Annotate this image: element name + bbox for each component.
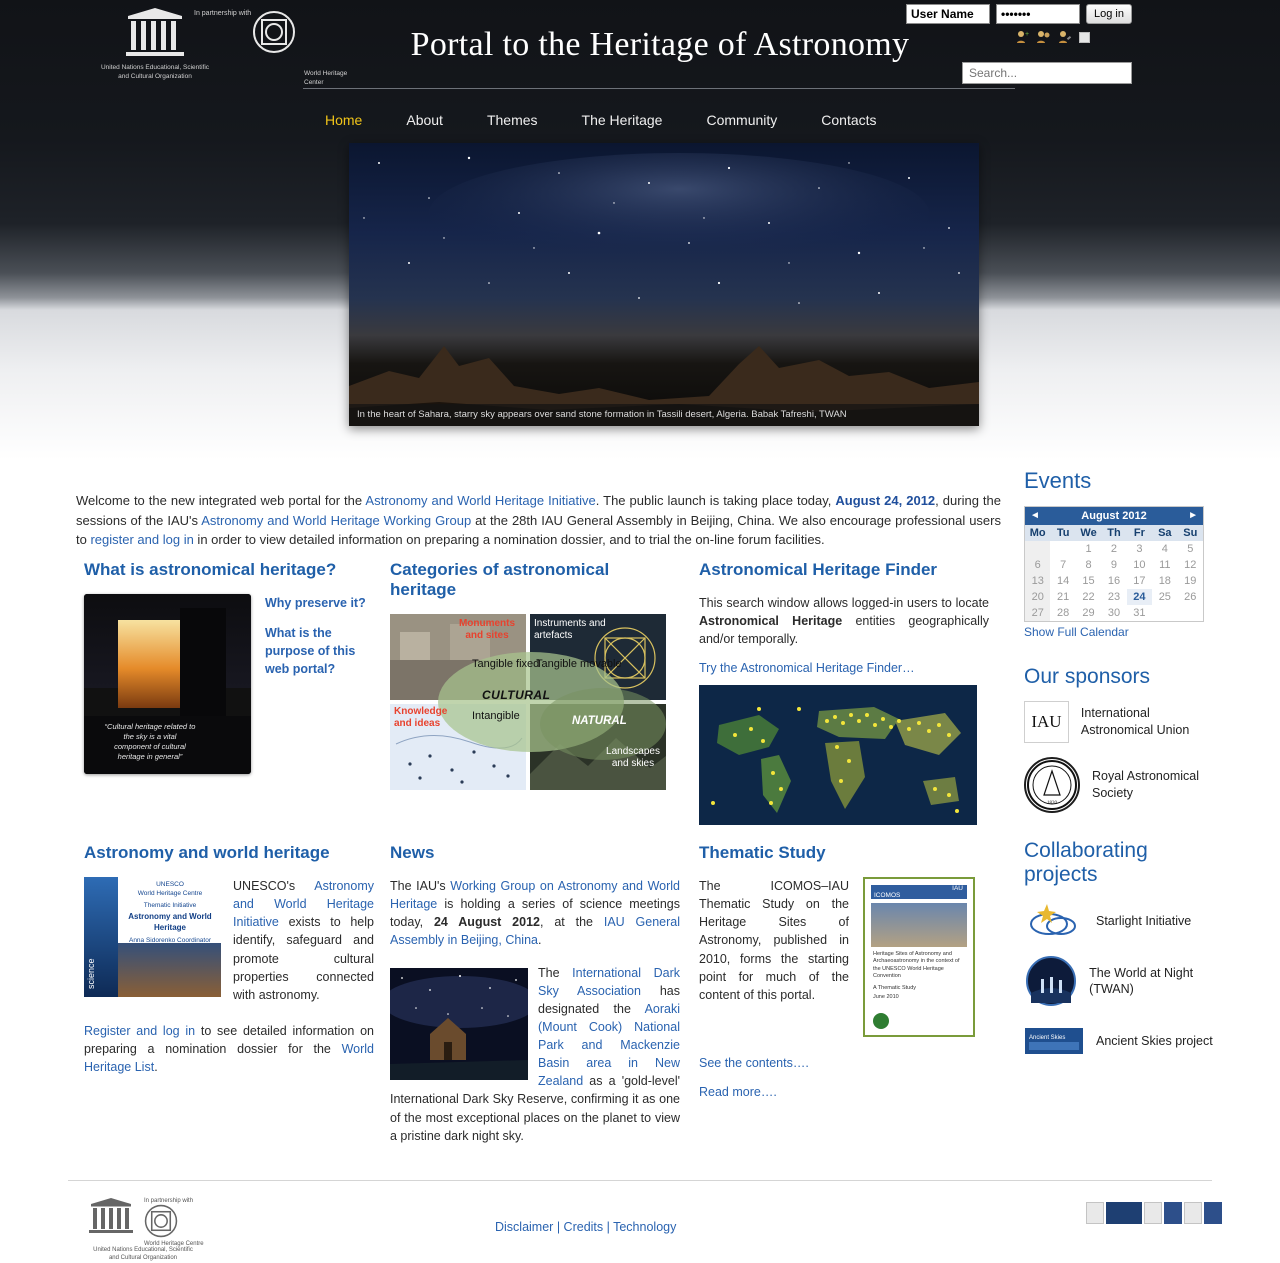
link-purpose-of-portal[interactable]: What is the purpose of this web portal? (265, 626, 356, 677)
calendar-day[interactable]: 31 (1133, 607, 1146, 619)
awh-book-cover[interactable] (84, 877, 221, 997)
calendar-weekday: Sa (1152, 525, 1177, 541)
intro-text-1: Welcome to the new integrated web portal for the (76, 493, 366, 508)
site-footer (0, 1180, 1280, 1260)
link-register-log-in-2[interactable]: Register and log in (84, 1023, 196, 1038)
thematic-description: The ICOMOS–IAU Thematic Study on the Heritage Sites of Astronomy, published in 2010, forms the starting point for much of the content of this portal. (699, 879, 849, 1002)
thematic-study-cover[interactable] (863, 877, 975, 1037)
calendar-day[interactable]: 17 (1133, 575, 1146, 587)
calendar-month-label: August 2012 (1081, 510, 1147, 522)
calendar-day[interactable]: 26 (1184, 591, 1197, 603)
section-title-thematic: Thematic Study (699, 843, 826, 862)
book-side-label: science (86, 958, 96, 989)
intro-text-5: in order to view detailed information on preparing a nomination dossier, and to trial the on-line forum facilities. (193, 532, 825, 547)
link-world-heritage-list[interactable]: World Heritage List (84, 1042, 374, 1075)
calendar-next-arrow[interactable]: ► (1188, 510, 1198, 521)
calendar-weekday-row (1025, 525, 1203, 541)
page-title: Portal to the Heritage of Astronomy (410, 26, 910, 63)
sidebar (1024, 468, 1224, 1079)
section-title-finder: Astronomical Heritage Finder (699, 560, 938, 579)
book-author: Anna Sidorenko Coordinator (128, 936, 212, 944)
calendar-day[interactable]: 14 (1057, 575, 1070, 587)
calendar-day[interactable] (1050, 541, 1075, 557)
twan-logo-icon (1024, 959, 1077, 1003)
awh-text-b: exists to help identify, safeguard and promote cultural properties connected with astronomy. (233, 915, 374, 1002)
link-technology[interactable]: Technology (613, 1220, 677, 1234)
calendar-day[interactable]: 1 (1085, 543, 1092, 555)
unesco-temple-icon (124, 8, 186, 60)
whc-caption: World Heritage Center (304, 70, 348, 86)
header-icon-row[interactable] (1016, 30, 1090, 44)
user-edit-icon[interactable] (1058, 30, 1072, 44)
users-icon[interactable] (1037, 30, 1051, 44)
calendar-day[interactable]: 9 (1110, 559, 1118, 571)
svg-text:1820: 1820 (1047, 801, 1057, 807)
ancient-skies-logo-icon (1024, 1019, 1084, 1063)
thematic-cover-title-text: Heritage Sites of Astronomy and Archaeoastronomy in the context of the UNESCO World Heritage Convention (873, 951, 960, 980)
calendar-day[interactable]: 25 (1158, 591, 1171, 603)
book-whc: World Heritage Centre (137, 889, 203, 897)
thematic-cover-date: June 2010 (873, 994, 899, 1001)
link-astronomy-world-heritage-initiative[interactable]: Astronomy and World Heritage Initiative (365, 493, 596, 508)
calendar-day[interactable]: 11 (1159, 559, 1171, 571)
footer-divider (68, 1180, 1212, 1181)
collaborating-title: Collaborating projects (1024, 839, 1148, 887)
book-cover-text (122, 881, 218, 946)
news-image[interactable] (390, 968, 528, 1080)
heritage-image-caption: “Cultural heritage related to the sky is a vital component of cultural heritage in general” (104, 721, 196, 761)
calendar-day[interactable] (1178, 605, 1203, 621)
events-title: Events (1024, 468, 1092, 493)
footer-links[interactable] (495, 1220, 676, 1234)
partnership-label: In partnership with (194, 10, 252, 17)
calendar-weekday: Su (1178, 525, 1203, 541)
label-tangible-movable: Tangible movable (536, 658, 622, 670)
calendar-day[interactable]: 27 (1025, 605, 1050, 621)
sponsor-iau[interactable] (1024, 701, 1224, 743)
intro-text-4: at the 28th IAU General Assembly in Beijing, China. We also encourage professional users to (76, 512, 1001, 547)
thematic-cover-sub: A Thematic Study (873, 984, 917, 991)
label-monuments: Monuments and sites (458, 618, 516, 641)
nav-item-home[interactable]: Home (325, 112, 363, 128)
calendar-header (1025, 507, 1203, 525)
iau-logo-icon: IAU (1024, 701, 1069, 743)
calendar-week-row (1025, 557, 1203, 573)
finder-description (699, 594, 989, 648)
categories-diagram[interactable] (390, 614, 672, 794)
calendar-day[interactable]: 8 (1085, 559, 1092, 571)
badge-icon-1[interactable] (1086, 1202, 1104, 1224)
footer-sep-1: | (553, 1220, 564, 1234)
news-p2-b: has designated the (538, 983, 680, 1016)
link-try-finder[interactable]: Try the Astronomical Heritage Finder… (699, 661, 915, 676)
intro-text-3: , during the sessions of the IAU's (76, 493, 1001, 528)
calendar-weekday: Mo (1025, 525, 1050, 541)
calendar-day[interactable]: 2 (1110, 543, 1118, 555)
badge-icon-5[interactable] (1184, 1202, 1202, 1224)
label-intangible: Intangible (472, 710, 520, 722)
calendar-day[interactable]: 16 (1107, 575, 1121, 587)
calendar-day[interactable]: 18 (1158, 575, 1171, 587)
collab-name-twan: The World at Night (TWAN) (1089, 965, 1194, 997)
link-dark-sky-association[interactable]: International Dark Sky Association (538, 965, 680, 998)
finder-text-a: This search window allows logged-in users to locate (699, 596, 989, 610)
starlight-logo-icon (1024, 899, 1084, 943)
calendar-day[interactable]: 5 (1187, 543, 1194, 555)
finder-text-b: entities geographically and/or temporally. (699, 614, 989, 647)
calendar-day[interactable]: 13 (1025, 573, 1050, 589)
calendar-day[interactable]: 4 (1161, 543, 1168, 555)
intro-paragraph (76, 491, 1001, 550)
calendar-week-row (1025, 589, 1203, 605)
footer-whc-icon (144, 1204, 178, 1238)
collab-name-ancient-skies: Ancient Skies project (1096, 1033, 1213, 1048)
calendar-week-row (1025, 605, 1203, 621)
calendar-weekday: Tu (1050, 525, 1075, 541)
calendar-day[interactable]: 30 (1107, 607, 1121, 619)
section-title-what-is: What is astronomical heritage? (84, 560, 337, 579)
login-button[interactable]: Log in (1086, 4, 1132, 24)
footer-badge-row[interactable] (1086, 1202, 1222, 1224)
section-title-categories: Categories of astronomical heritage (390, 560, 610, 599)
collab-starlight[interactable] (1024, 899, 1224, 943)
section-astronomy-world-heritage (84, 843, 374, 1076)
footer-partner-label: In partnership with (144, 1198, 194, 1204)
calendar-weekday: Th (1101, 525, 1126, 541)
main-navigation[interactable] (303, 106, 899, 134)
awh-register-paragraph (84, 1022, 374, 1076)
why-preserve-links[interactable] (265, 594, 369, 774)
calendar-week-row (1025, 573, 1203, 589)
book-unesco: UNESCO (156, 881, 184, 888)
world-map[interactable] (699, 685, 977, 825)
thematic-cover-header (871, 885, 967, 899)
section-title-news: News (390, 843, 435, 862)
thematic-icomos-label: ICOMOS (874, 892, 901, 899)
thematic-iau-label: IAU (952, 885, 963, 892)
link-see-contents[interactable]: See the contents…. (699, 1056, 809, 1070)
badge-icon-4[interactable] (1164, 1202, 1182, 1224)
password-input[interactable] (996, 4, 1080, 24)
footer-unesco-logo[interactable] (88, 1198, 268, 1263)
heritage-image[interactable] (84, 594, 251, 774)
link-iau-general-assembly[interactable]: IAU General Assembly in Beijing, China (390, 915, 681, 948)
unesco-caption: United Nations Educational, Scientific and Cultural Organization (100, 64, 210, 80)
nav-item-community[interactable]: Community (706, 112, 778, 128)
news-p1-b: is holding a series of science meetings today, (390, 897, 680, 930)
nav-item-contacts[interactable]: Contacts (821, 112, 877, 128)
search-input[interactable] (962, 62, 1132, 84)
login-form[interactable] (906, 4, 1132, 24)
link-disclaimer[interactable]: Disclaimer (495, 1220, 554, 1234)
section-title-awh: Astronomy and world heritage (84, 843, 330, 862)
calendar-day[interactable]: 21 (1057, 591, 1070, 603)
thematic-cover-seal (873, 1013, 889, 1029)
awh-p2-b: . (154, 1060, 158, 1075)
news-date: 24 August 2012 (433, 915, 540, 930)
label-knowledge: Knowledge and ideas (394, 706, 448, 729)
link-awh-initiative[interactable]: Astronomy and World Heritage Initiative (233, 879, 374, 930)
badge-icon-3[interactable] (1144, 1202, 1162, 1224)
unesco-logo[interactable] (96, 8, 348, 86)
news-p1-c: , at the (540, 915, 604, 930)
sponsor-name-iau: International Astronomical Union (1080, 706, 1190, 738)
title-divider (303, 88, 1015, 89)
calendar-day[interactable]: 12 (1184, 559, 1197, 571)
calendar-weekday: Fr (1127, 525, 1152, 541)
calendar-week-row (1025, 541, 1203, 557)
calendar-day[interactable]: 19 (1184, 575, 1197, 587)
footer-whc-label: World Heritage Centre (144, 1241, 204, 1247)
calendar-day[interactable]: 29 (1082, 607, 1095, 619)
link-why-preserve[interactable]: Why preserve it? (265, 596, 366, 610)
badge-icon-2[interactable] (1106, 1202, 1142, 1224)
username-input[interactable] (906, 4, 990, 24)
calendar-table (1025, 525, 1203, 621)
link-show-full-calendar[interactable]: Show Full Calendar (1024, 625, 1129, 639)
link-register-login[interactable]: register and log in (90, 532, 194, 547)
calendar-day-today[interactable]: 24 (1127, 589, 1152, 605)
link-credits[interactable]: Credits (563, 1220, 604, 1234)
calendar-prev-arrow[interactable]: ◄ (1030, 510, 1040, 521)
calendar-day[interactable]: 22 (1082, 591, 1095, 603)
collab-twan[interactable] (1024, 959, 1224, 1003)
news-paragraph-1 (390, 877, 680, 950)
collab-ancient-skies[interactable] (1024, 1019, 1224, 1063)
section-heritage-finder (699, 560, 989, 825)
awh-description (233, 877, 374, 1004)
awh-p2-a: to see detailed information on preparing a nomination dossier for the (84, 1023, 374, 1056)
sponsor-name-ras: Royal Astronomical Society (1092, 769, 1199, 801)
label-tangible-fixed: Tangible fixed (472, 658, 540, 670)
events-calendar[interactable] (1024, 506, 1204, 622)
calendar-day[interactable]: 28 (1057, 607, 1070, 619)
label-cultural: CULTURAL (482, 688, 551, 702)
calendar-day[interactable]: 10 (1133, 559, 1146, 571)
collab-name-starlight: Starlight Initiative (1096, 913, 1192, 928)
user-add-icon[interactable] (1016, 30, 1030, 44)
calendar-weekday: We (1076, 525, 1101, 541)
thematic-cover-title (873, 951, 965, 1002)
ras-logo-icon (1024, 757, 1080, 813)
intro-text-2: . The public launch is taking place today, (595, 493, 836, 508)
section-thematic-study (699, 843, 989, 1099)
footer-caption: United Nations Educational, Scientific and Cultural Organization (93, 1247, 193, 1261)
news-p1-d: . (538, 933, 542, 948)
calendar-day[interactable] (1025, 541, 1050, 557)
blank-square-icon[interactable] (1079, 32, 1090, 43)
label-instruments: Instruments and artefacts (534, 618, 606, 641)
news-p1-a: The IAU's (390, 879, 451, 893)
launch-date: August 24, 2012 (835, 493, 936, 508)
whc-logo-icon (252, 10, 296, 57)
calendar-day[interactable]: 3 (1136, 543, 1143, 555)
nav-item-about[interactable]: About (406, 112, 443, 128)
calendar-day[interactable]: 6 (1025, 557, 1050, 573)
finder-text-bold: Astronomical Heritage (699, 614, 843, 629)
svg-text:Ancient Skies: Ancient Skies (1029, 1035, 1066, 1042)
sponsors-title: Our sponsors (1024, 665, 1151, 688)
calendar-day[interactable]: 15 (1082, 575, 1095, 587)
search-container[interactable] (962, 62, 1132, 84)
calendar-day[interactable]: 20 (1025, 589, 1050, 605)
label-natural: NATURAL (572, 715, 627, 727)
section-what-is-heritage (84, 560, 374, 774)
link-working-group[interactable]: Astronomy and World Heritage Working Group (201, 512, 472, 528)
svg-text:+: + (1025, 31, 1030, 38)
link-read-more[interactable]: Read more…. (699, 1085, 777, 1099)
book-initiative: Thematic Initiative (143, 901, 197, 909)
news-p2-c: as a 'gold-level' International Dark Sky Reserve, confirming it as one of the most exceptional places on the planet to view a pristine dark night sky. (390, 1074, 680, 1143)
section-categories (390, 560, 680, 794)
link-aoraki-park[interactable]: Aoraki (Mount Cook) National Park and Mackenzie Basin area in New Zealand (538, 1001, 680, 1089)
badge-icon-6[interactable] (1204, 1202, 1222, 1224)
section-news (390, 843, 680, 1145)
nav-item-themes[interactable]: Themes (486, 112, 538, 128)
calendar-day[interactable]: 23 (1107, 591, 1121, 603)
nav-item-the-heritage[interactable]: The Heritage (581, 112, 663, 128)
label-landscapes: Landscapes and skies (606, 746, 660, 769)
awh-text-a: UNESCO's (233, 879, 315, 893)
hero-image (349, 143, 979, 426)
thematic-cover-image (871, 903, 967, 947)
footer-temple-icon (88, 1198, 134, 1239)
calendar-day[interactable] (1152, 605, 1177, 621)
hero-caption: In the heart of Sahara, starry sky appears over sand stone formation in Tassili desert, Algeria. Babak Tafreshi, TWAN (349, 404, 979, 426)
footer-sep-2: | (603, 1220, 614, 1234)
sponsor-ras[interactable] (1024, 757, 1224, 813)
book-title: Astronomy and World Heritage (128, 912, 212, 933)
calendar-day[interactable]: 7 (1060, 559, 1067, 571)
link-iau-working-group[interactable]: Working Group on Astronomy and World Heritage (390, 879, 681, 912)
news-p2-a: The (538, 965, 573, 980)
